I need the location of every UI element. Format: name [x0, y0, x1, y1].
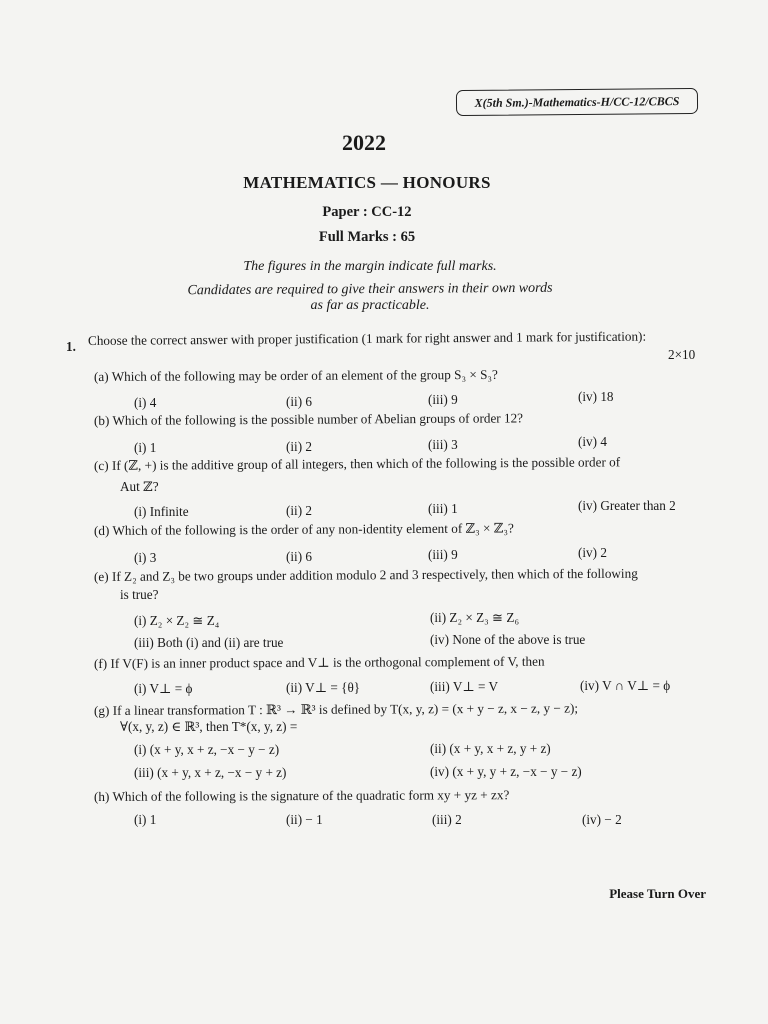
option-b-ii: (ii) 2 — [286, 439, 313, 454]
part-e-question-cont: is true? — [120, 587, 159, 602]
part-text: Which of the following is the order of any non-identity element of ℤ₃ × ℤ₃? — [112, 520, 514, 538]
option-a-i: (i) 4 — [134, 395, 157, 410]
part-label: (h) — [93, 788, 110, 804]
option-a-iii: (iii) 9 — [428, 392, 458, 407]
subject-title: MATHEMATICS — HONOURS — [243, 173, 491, 192]
option-b-iii: (iii) 3 — [428, 437, 458, 452]
part-text: Which of the following is the signature of the quadratic form xy + yz + zx? — [112, 787, 510, 804]
option-g-ii: (ii) (x + y, x + z, y + z) — [430, 741, 551, 756]
option-f-ii: (ii) V⊥ = {θ} — [286, 680, 361, 695]
part-a-question — [94, 367, 498, 385]
part-d-question — [94, 520, 514, 539]
part-b-question — [94, 410, 523, 429]
part-f-question — [94, 654, 545, 672]
option-e-i: (i) Z₂ × Z₂ ≅ Z₄ — [134, 613, 220, 628]
option-g-iv: (iv) (x + y, y + z, −x − y − z) — [430, 764, 582, 779]
option-h-ii: (ii) − 1 — [286, 812, 323, 827]
question-marks: 2×10 — [668, 347, 696, 362]
instruction-line-1: The figures in the margin indicate full marks. — [243, 259, 497, 274]
option-c-iii: (iii) 1 — [428, 501, 458, 516]
option-h-i: (i) 1 — [134, 812, 157, 827]
option-d-iii: (iii) 9 — [428, 547, 458, 562]
option-h-iii: (iii) 2 — [432, 812, 462, 827]
instruction-line-2: Candidates are required to give their answers in their own words — [187, 280, 553, 299]
part-text: If Z₂ and Z₃ be two groups under addition modulo 2 and 3 respectively, then which of the following — [111, 565, 638, 584]
question-number: 1. — [66, 339, 76, 354]
part-h-question — [94, 787, 509, 805]
option-f-iv: (iv) V ∩ V⊥ = ϕ — [580, 678, 671, 693]
please-turn-over: Please Turn Over — [609, 886, 706, 901]
option-f-iii: (iii) V⊥ = V — [430, 679, 499, 694]
part-label: (d) — [93, 522, 110, 538]
option-d-ii: (ii) 6 — [286, 549, 313, 564]
option-e-ii: (ii) Z₂ × Z₃ ≅ Z₆ — [430, 610, 520, 625]
paper-code-box: X(5th Sm.)-Mathematics-H/CC-12/CBCS — [456, 88, 698, 116]
option-a-ii: (ii) 6 — [286, 394, 313, 409]
option-h-iv: (iv) − 2 — [582, 812, 622, 827]
paper-number: Paper : CC-12 — [322, 204, 412, 220]
question-text: Choose the correct answer with proper justification (1 mark for right answer and 1 mark for justification): — [87, 328, 647, 348]
part-label: (b) — [93, 412, 110, 428]
option-d-i: (i) 3 — [134, 550, 157, 565]
option-c-i: (i) Infinite — [134, 504, 189, 519]
option-g-iii: (iii) (x + y, x + z, −x − y + z) — [134, 765, 287, 780]
part-label: (a) — [93, 368, 109, 384]
part-c-question — [94, 454, 620, 474]
part-label: (e) — [93, 568, 109, 584]
part-text: If a linear transformation T : ℝ³ → ℝ³ is defined by T(x, y, z) = (x + y − z, x − z, y − z); — [112, 700, 579, 718]
full-marks: Full Marks : 65 — [318, 229, 416, 245]
part-g-question — [94, 700, 578, 719]
part-text: Which of the following is the possible number of Abelian groups of order 12? — [112, 410, 524, 428]
option-c-ii: (ii) 2 — [286, 503, 313, 518]
part-label: (f) — [93, 655, 108, 671]
instruction-line-3: as far as practicable. — [310, 298, 430, 313]
part-text: If V(F) is an inner product space and V⊥ is the orthogonal complement of V, then — [110, 653, 545, 671]
part-text: If (ℤ, +) is the additive group of all integers, then which of the following is the possible order of — [111, 454, 621, 473]
option-c-iv: (iv) Greater than 2 — [578, 498, 676, 513]
option-g-i: (i) (x + y, x + z, −x − y − z) — [134, 742, 280, 757]
option-f-i: (i) V⊥ = ϕ — [134, 681, 193, 696]
option-b-i: (i) 1 — [134, 440, 157, 455]
part-label: (g) — [93, 702, 110, 718]
part-label: (c) — [93, 457, 109, 473]
option-a-iv: (iv) 18 — [578, 389, 614, 404]
option-e-iv: (iv) None of the above is true — [430, 632, 586, 647]
part-c-question-cont: Aut ℤ? — [120, 479, 159, 494]
part-g-question-cont: ∀(x, y, z) ∈ ℝ³, then T*(x, y, z) = — [120, 719, 298, 734]
option-b-iv: (iv) 4 — [578, 434, 607, 449]
exam-year: 2022 — [342, 130, 386, 155]
option-e-iii: (iii) Both (i) and (ii) are true — [134, 635, 284, 650]
part-e-question — [94, 566, 638, 585]
option-d-iv: (iv) 2 — [578, 545, 607, 560]
part-text: Which of the following may be order of an element of the group S₃ × S₃? — [111, 366, 498, 384]
